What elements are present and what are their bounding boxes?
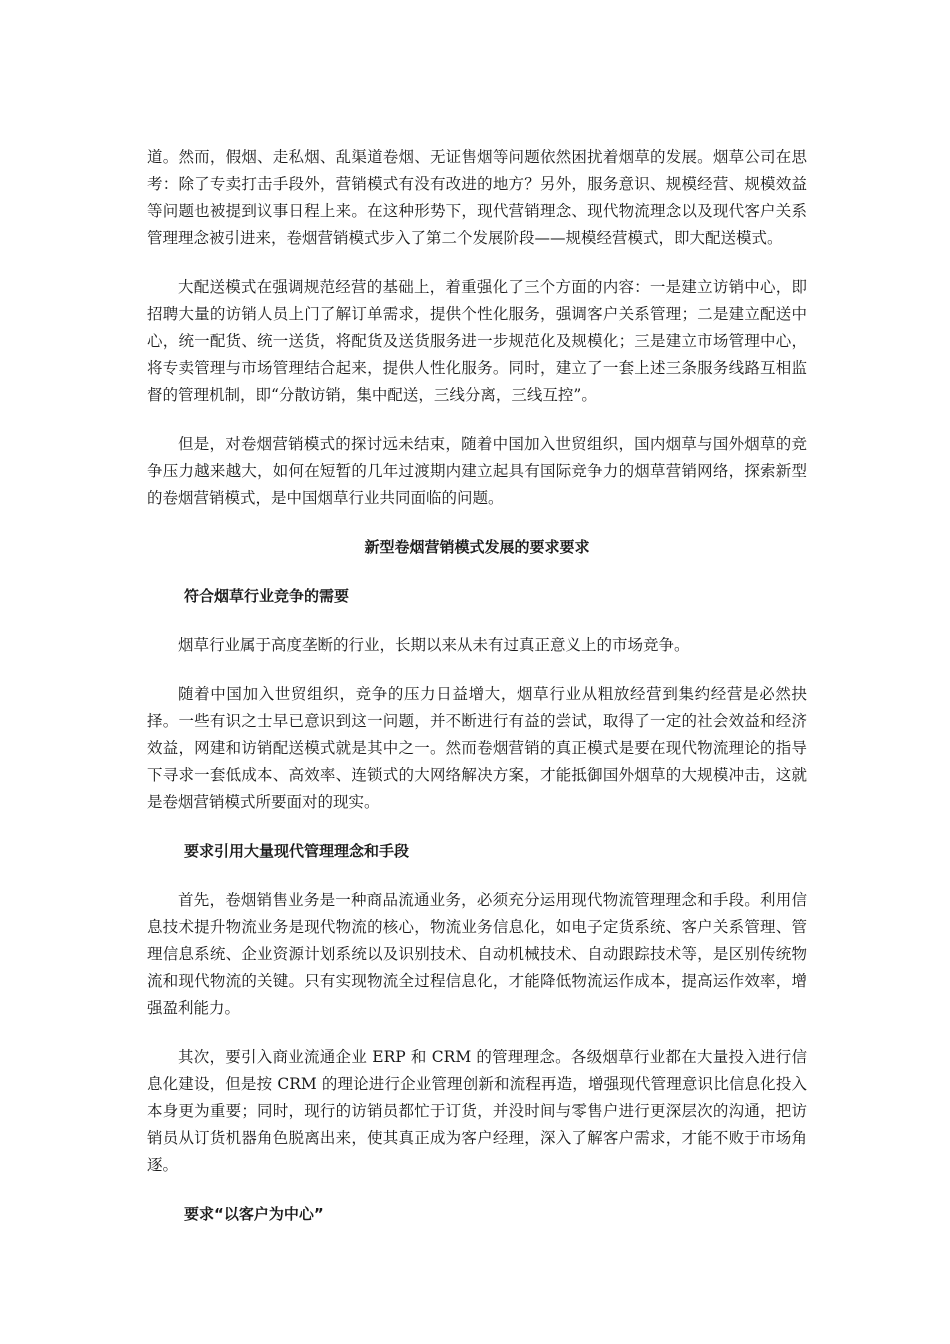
paragraph-logistics: 首先，卷烟销售业务是一种商品流通业务，必须充分运用现代物流管理理念和手段。利用信息技术提升物流业务是现代物流的核心，物流业务信息化，如电子定货系统、客户关系管理、管理信息系统、企业资源计划系统以及识别技术、自动机械技术、自动跟踪技术等，是区别传统物流和现代物流的关键。只有实现物流全过程信息化，才能降低物流运作成本，提高运作效率，增强盈利能力。 <box>147 891 807 1017</box>
section-title: 新型卷烟营销模式发展的要求要求 <box>364 538 590 556</box>
paragraph-monopoly: 烟草行业属于高度垄断的行业，长期以来从未有过真正意义上的市场竞争。 <box>178 636 690 654</box>
paragraph-distribution-mode: 大配送模式在强调规范经营的基础上，着重强化了三个方面的内容：一是建立访销中心，即招聘大量的访销人员上门了解订单需求，提供个性化服务，强调客户关系管理；二是建立配送中心，统一配货、统一送货，将配货及送货服务进一步规范化及规模化；三是建立市场管理中心，将专卖管理与市场管理结合起来，提供人性化服务。同时，建立了一套上述三条服务线路互相监督的管理机制，即“分散访销，集中配送，三线分离，三线互控”。 <box>147 278 807 404</box>
paragraph-wto-challenge: 但是，对卷烟营销模式的探讨远未结束，随着中国加入世贸组织，国内烟草与国外烟草的竞争压力越来越大，如何在短暂的几年过渡期内建立起具有国际竞争力的烟草营销网络，探索新型的卷烟营销模式，是中国烟草行业共同面临的问题。 <box>147 435 807 507</box>
paragraph-intensive-management: 随着中国加入世贸组织，竞争的压力日益增大，烟草行业从粗放经营到集约经营是必然抉择。一些有识之士早已意识到这一问题，并不断进行有益的尝试，取得了一定的社会效益和经济效益，网建和访销配送模式就是其中之一。然而卷烟营销的真正模式是要在现代物流理论的指导下寻求一套低成本、高效率、连锁式的大网络解决方案，才能抵御国外烟草的大规模冲击，这就是卷烟营销模式所要面对的现实。 <box>147 685 807 811</box>
paragraph-erp-crm: 其次，要引入商业流通企业 ERP 和 CRM 的管理理念。各级烟草行业都在大量投入进行信息化建设，但是按 CRM 的理论进行企业管理创新和流程再造，增强现代管理意识比信息化投入本身更为重要；同时，现行的访销员都忙于订货，并没时间与零售户进行更深层次的沟通，把访销员从订货机器角色脱离出来，使其真正成为客户经理，深入了解客户需求，才能不败于市场角逐。 <box>147 1048 807 1174</box>
document-body <box>147 144 807 1250</box>
subheading-customer-centric: 要求“以客户为中心” <box>184 1205 324 1223</box>
subheading-modern-management: 要求引用大量现代管理理念和手段 <box>184 842 410 860</box>
subheading-competition: 符合烟草行业竞争的需要 <box>184 587 350 605</box>
paragraph-large-scale-mode: 道。然而，假烟、走私烟、乱渠道卷烟、无证售烟等问题依然困扰着烟草的发展。烟草公司在思考：除了专卖打击手段外，营销模式有没有改进的地方？另外，服务意识、规模经营、规模效益等问题也被提到议事日程上来。在这种形势下，现代营销理念、现代物流理念以及现代客户关系管理理念被引进来，卷烟营销模式步入了第二个发展阶段——规模经营模式，即大配送模式。 <box>147 148 807 247</box>
